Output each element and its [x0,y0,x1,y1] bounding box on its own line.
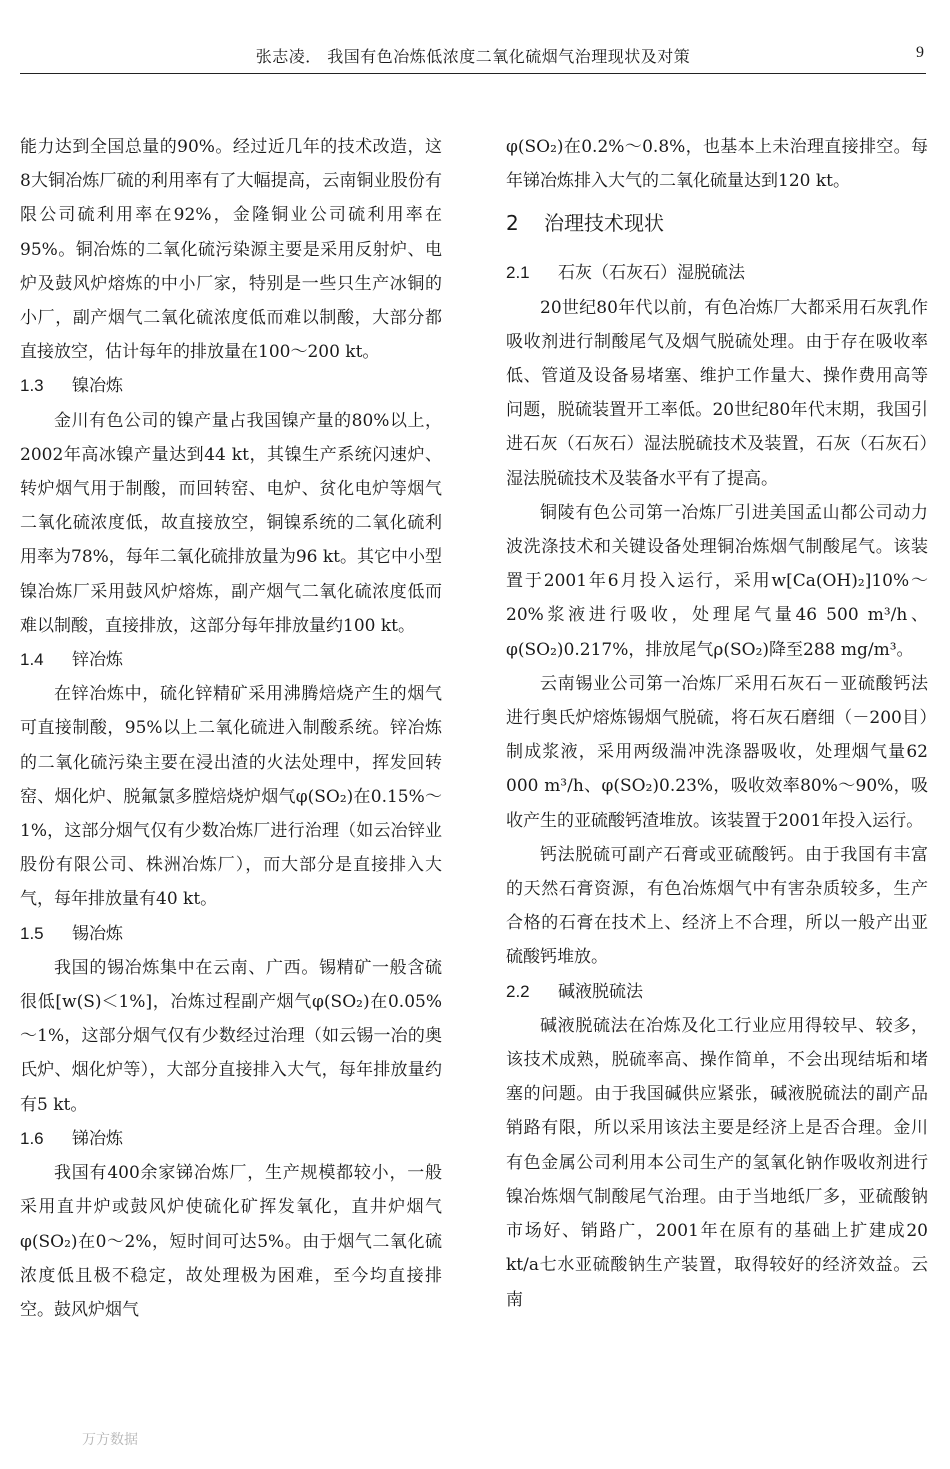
section-title: 锑冶炼 [72,1128,123,1149]
running-title: 张志凌． 我国有色冶炼低浓度二氧化硫烟气治理现状及对策 [255,47,691,66]
paragraph: 在锌冶炼中，硫化锌精矿采用沸腾焙烧产生的烟气可直接制酸，95%以上二氧化硫进入制酸系统。锌冶炼的二氧化硫污染主要在浸出渣的火法处理中，挥发回转窑、烟化炉、脱氟氯多膛焙烧炉烟气φ(SO₂)在0.15%～1%，这部分烟气仅有少数冶炼厂进行治理（如云冶锌业股份有限公司、株洲冶炼厂），而大部分是直接排入大气，每年排放量有40 kt。 [20,684,442,910]
paragraph: 碱液脱硫法在冶炼及化工行业应用得较早、较多，该技术成熟，脱硫率高、操作简单，不会出现结垢和堵塞的问题。由于我国碱供应紧张，碱液脱硫法的副产品销路有限，所以采用该法主要是经济上是否合理。金川有色金属公司利用本公司生产的氢氧化钠作吸收剂进行镍冶炼烟气制酸尾气治理。由于当地纸厂多，亚硫酸钠市场好、销路广，2001年在原有的基础上扩建成20 kt/a七水亚硫酸钠生产装置，取得较好的经济效益。云南 [506,1015,928,1310]
section-number: 1.6 [20,1128,44,1148]
paragraph: 20世纪80年代以前，有色冶炼厂大都采用石灰乳作吸收剂进行制酸尾气及烟气脱硫处理。由于存在吸收率低、管道及设备易堵塞、维护工作量大、操作费用高等问题，脱硫装置开工率低。20世纪80年代末期，我国引进石灰（石灰石）湿法脱硫技术及装置，石灰（石灰石）湿法脱硫技术及装备水平有了提高。 [506,297,928,489]
section-title: 治理技术现状 [544,211,664,236]
paragraph: φ(SO₂)在0.2%～0.8%，也基本上未治理直接排空。每年锑冶炼排入大气的二氧化硫量达到120 kt。 [506,137,928,192]
page-number: 9 [916,44,924,61]
section-title: 锌冶炼 [72,650,123,671]
section-title: 锡冶炼 [72,923,123,944]
subsection-heading-1-4 [20,643,442,677]
paragraph: 能力达到全国总量的90%。经过近几年的技术改造，这8大铜冶炼厂硫的利用率有了大幅提高，云南铜业股份有限公司硫利用率在92%，金隆铜业公司硫利用率在95%。铜冶炼的二氧化硫污染源主要是采用反射炉、电炉及鼓风炉熔炼的中小厂家，特别是一些只生产冰铜的小厂，副产烟气二氧化硫浓度低而难以制酸，大部分都直接放空，估计每年的排放量在100～200 kt。 [20,137,442,363]
section-number: 2.1 [506,263,530,283]
section-number: 2.2 [506,981,530,1001]
paragraph: 铜陵有色公司第一冶炼厂引进美国孟山都公司动力波洗涤技术和关键设备处理铜冶炼烟气制酸尾气。该装置于2001年6月投入运行，采用w[Ca(OH)₂]10%～20%浆液进行吸收，处理尾气量46 500 m³/h、φ(SO₂)0.217%，排放尾气ρ(SO₂)降至288 mg/m³。 [506,502,928,660]
paragraph: 我国的锡冶炼集中在云南、广西。锡精矿一般含硫很低[w(S)＜1%]，冶炼过程副产烟气φ(SO₂)在0.05%～1%，这部分烟气仅有少数经过治理（如云锡一冶的奥氏炉、烟化炉等），大部分直接排入大气，每年排放量约有5 kt。 [20,957,442,1115]
left-column [20,130,442,1327]
section-heading-2 [506,206,928,240]
subsection-heading-2-1 [506,256,928,290]
watermark: 万方数据 [82,1432,138,1448]
subsection-heading-2-2 [506,975,928,1009]
section-title: 石灰（石灰石）湿脱硫法 [558,263,745,284]
paragraph: 我国有400余家锑冶炼厂，生产规模都较小，一般采用直井炉或鼓风炉使硫化矿挥发氧化，直井炉烟气φ(SO₂)在0～2%，短时间可达5%。由于烟气二氧化硫浓度低且极不稳定，故处理极为困难，至今均直接排空。鼓风炉烟气 [20,1163,442,1320]
section-number: 1.5 [20,923,44,943]
paragraph: 云南锡业公司第一冶炼厂采用石灰石－亚硫酸钙法进行奥氏炉熔炼锡烟气脱硫，将石灰石磨细（－200目）制成浆液，采用两级湍冲洗涤器吸收，处理烟气量62 000 m³/h、φ(SO₂)0.23%，吸收效率80%～90%，吸收产生的亚硫酸钙渣堆放。该装置于2001年投入运行。 [506,673,928,831]
subsection-heading-1-3 [20,369,442,403]
subsection-heading-1-6 [20,1122,442,1156]
section-number: 2 [506,211,519,236]
subsection-heading-1-5 [20,917,442,951]
section-title: 镍冶炼 [72,376,123,397]
paragraph: 钙法脱硫可副产石膏或亚硫酸钙。由于我国有丰富的天然石膏资源，有色冶炼烟气中有害杂质较多，生产合格的石膏在技术上、经济上不合理，所以一般产出亚硫酸钙堆放。 [506,844,928,968]
section-title: 碱液脱硫法 [558,981,643,1002]
paragraph: 金川有色公司的镍产量占我国镍产量的80%以上，2002年高冰镍产量达到44 kt，其镍生产系统闪速炉、转炉烟气用于制酸，而回转窑、电炉、贫化电炉等烟气二氧化硫浓度低，故直接放空，铜镍系统的二氧化硫利用率为78%，每年二氧化硫排放量为96 kt。其它中小型镍冶炼厂采用鼓风炉熔炼，副产烟气二氧化硫浓度低而难以制酸，直接排放，这部分每年排放量约100 kt。 [20,410,442,636]
section-number: 1.3 [20,376,44,396]
page-header [20,0,926,74]
section-number: 1.4 [20,650,44,670]
right-column [506,130,928,1317]
